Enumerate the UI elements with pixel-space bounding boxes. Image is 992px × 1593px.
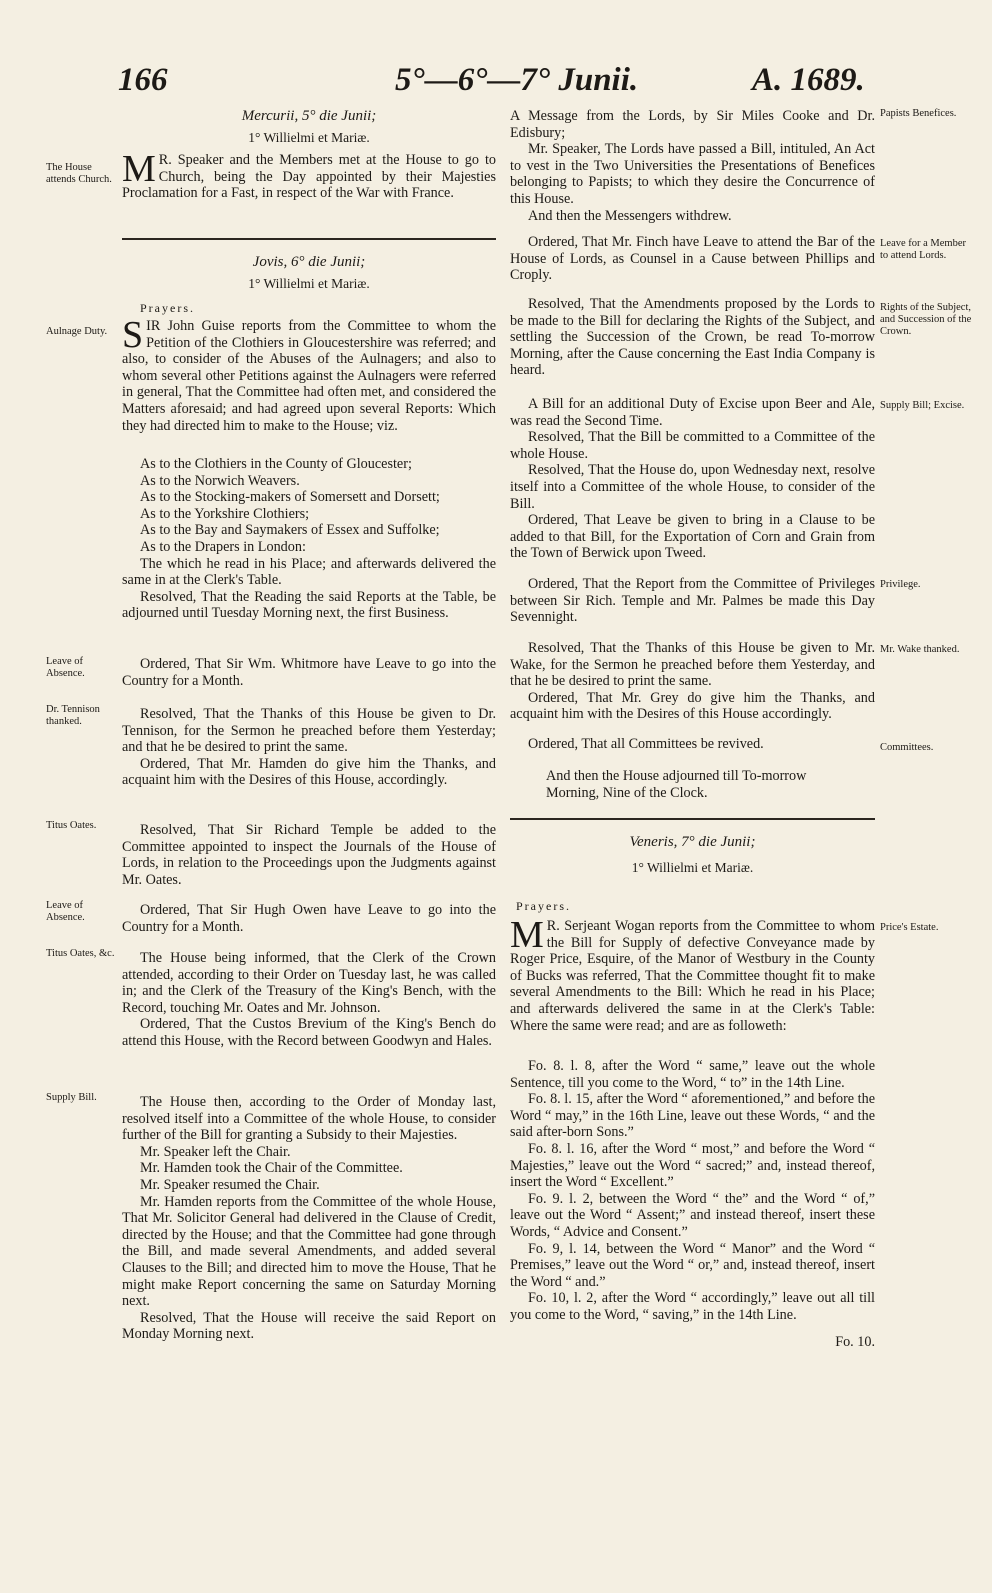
margin-note: Titus Oates. bbox=[46, 820, 97, 831]
paragraph: Resolved, That Sir Richard Temple be added to the Committee appointed to inspect the Journals of the House of Lords, in relation to the Proceedings upon the Judgments against Mr. Oates. bbox=[122, 822, 496, 888]
date-heading: Jovis, 6° die Junii; bbox=[252, 254, 366, 270]
section-divider bbox=[122, 238, 496, 240]
drop-cap: M bbox=[510, 914, 544, 956]
list-item: As to the Norwich Weavers. bbox=[140, 472, 300, 489]
margin-note: Supply Bill. bbox=[46, 1092, 97, 1103]
page-dates: 5°—6°—7° Junii. bbox=[395, 62, 639, 98]
date-heading: Veneris, 7° die Junii; bbox=[629, 834, 756, 850]
section-divider bbox=[510, 818, 875, 820]
paragraph: Ordered, That Mr. Finch have Leave to attend the Bar of the House of Lords, as Counsel in a Cause between Phillips and Croply. bbox=[510, 234, 875, 284]
margin-note: Supply Bill; Excise. bbox=[880, 400, 965, 411]
margin-note: Rights of the Subject, and Succession of the Crown. bbox=[880, 302, 972, 337]
prayers-heading: Prayers. bbox=[140, 301, 195, 315]
paragraph: Ordered, That all Committees be revived. bbox=[528, 736, 764, 752]
tennison-entry: Resolved, That the Thanks of this House be given to Dr. Tennison, for the Sermon he preached before them Yesterday; and that he be desired to print the same. Ordered, That Mr. Hamden do give him the Thanks, and acquaint him with the Desires of this House, accordingly. bbox=[122, 706, 496, 789]
reign-heading: 1° Willielmi et Mariæ. bbox=[248, 130, 370, 145]
margin-note: Titus Oates, &c. bbox=[46, 948, 115, 959]
list-item: Fo. 9, l. 14, between the Word “ Manor” and the Word “ Premises,” leave out the Word “ or,” and, instead thereof, insert the Word “ and.” bbox=[510, 1240, 875, 1290]
list-item: As to the Clothiers in the County of Gloucester; bbox=[140, 456, 412, 472]
aulnage-entry: S IR John Guise reports from the Committee to whom the Petition of the Clothiers in Gloucestershire was referred; and also, to consider of the Abuses of the Aulnagers; and also to whom several other Petitions against the Aulnagers were referred in general, That the Committee had often met, and considered the Matters aforesaid; and had agreed upon several Reports: Which they had directed him to make to the House; viz. bbox=[122, 314, 496, 434]
page-number: 166 bbox=[118, 62, 168, 98]
margin-note: Price's Estate. bbox=[880, 922, 939, 933]
margin-note: Aulnage Duty. bbox=[46, 326, 108, 337]
report-list bbox=[122, 456, 496, 622]
drop-cap: S bbox=[122, 314, 144, 356]
list-item: As to the Yorkshire Clothiers; bbox=[140, 505, 310, 522]
paragraph: Ordered, That Sir Wm. Whitmore have Leave to go into the Country for a Month. bbox=[122, 656, 496, 689]
list-item: Fo. 9. l. 2, between the Word “ the” and the Word “ of,” leave out the Word “ Assent;” and instead thereof, insert these Words, “ Advice and Consent.” bbox=[510, 1190, 875, 1240]
margin-note: Leave for a Member to attend Lords. bbox=[880, 238, 966, 261]
paragraph: The which he read in his Place; and afterwards delivered the same in at the Clerk's Table. bbox=[122, 555, 496, 589]
supply-entry: The House then, according to the Order of Monday last, resolved itself into a Committee of the whole House, to consider further of the Bill for granting a Subsidy to their Majesties. Mr. Speaker left the Chair. Mr. Hamden took the Chair of the Committee. Mr. Speaker resumed the Chair. Mr. Hamden reports from the Committee of the whole House, That Mr. Solicitor General had delivered in the Clause of Credit, directed by the House; and that the Committee had gone through the Bill, and made several Amendments, and added several Clauses to the Bill; and directed him to move the House, That he might make Report concerning the same on Saturday Morning next. Resolved, That the House will receive the said Report on Monday Morning next. bbox=[122, 1094, 496, 1343]
margin-note: Leave of Absence. bbox=[46, 656, 85, 679]
margin-note: Dr. Tennison thanked. bbox=[46, 704, 100, 727]
date-heading: Mercurii, 5° die Junii; bbox=[241, 108, 377, 124]
margin-note: The House attends Church. bbox=[46, 162, 112, 185]
excise-entry: A Bill for an additional Duty of Excise upon Beer and Ale, was read the Second Time. Resolved, That the Bill be committed to a Committee of the whole House. Resolved, That the House do, upon Wednesday next, resolve itself into a Committee of the whole House, to consider of the Bill. Ordered, That Leave be given to bring in a Clause to be added to that Bill, for the Exportation of Corn and Grain from the Town of Berwick upon Tweed. bbox=[510, 396, 875, 562]
adjournment: And then the House adjourned till To-morrow Morning, Nine of the Clock. bbox=[546, 768, 807, 801]
oates-entry: The House being informed, that the Clerk of the Crown attended, according to their Order on Tuesday last, he was called in; and the Clerk of the Treasury of the King's Bench, with the Record, touching Mr. Oates and Mr. Johnson. Ordered, That the Custos Brevium of the King's Bench do attend this House, with the Record between Goodwyn and Hales. bbox=[122, 950, 496, 1049]
list-item: Fo. 8. l. 15, after the Word “ aforementioned,” and before the Word “ may,” in the 16th Line, leave out these Words, “ and the said after-born Sons.” bbox=[510, 1091, 875, 1141]
reign-heading: 1° Willielmi et Mariæ. bbox=[248, 276, 370, 291]
paragraph: Resolved, That the Amendments proposed by the Lords to be made to the Bill for declaring the Rights of the Subject, and settling the Succession of the Crown, be read To-morrow Morning, after the Cause concerning the East India Company is heard. bbox=[510, 296, 875, 379]
margin-note: Privilege. bbox=[880, 579, 921, 590]
page-year: A. 1689. bbox=[752, 62, 865, 98]
margin-note: Committees. bbox=[880, 742, 934, 753]
margin-note: Leave of Absence. bbox=[46, 900, 85, 923]
catchword: Fo. 10. bbox=[835, 1334, 875, 1350]
paragraph: Ordered, That the Report from the Committee of Privileges between Sir Rich. Temple and Mr. Palmes be made this Day Sevennight. bbox=[510, 576, 875, 626]
fast-entry: M R. Speaker and the Members met at the House to go to Church, being the Day appointed by their Majesties Proclamation for a Fast, in respect of the War with France. bbox=[122, 148, 496, 202]
list-item: Fo. 10, l. 2, after the Word “ accordingly,” leave out all till you come to the Word, “ saving,” in the 14th Line. bbox=[510, 1290, 875, 1323]
wake-entry: Resolved, That the Thanks of this House be given to Mr. Wake, for the Sermon he preached before them Yesterday, and that he be desired to print the same. Ordered, That Mr. Grey do give him the Thanks, and acquaint him with the Desires of this House accordingly. bbox=[510, 640, 875, 723]
reign-heading: 1° Willielmi et Mariæ. bbox=[631, 860, 754, 875]
lords-message: A Message from the Lords, by Sir Miles Cooke and Dr. Edisbury; Mr. Speaker, The Lords have passed a Bill, intituled, An Act to vest in the Two Universities the Presentations of Benefices belonging to Papists; to which they desire the Concurrence of this House. And then the Messengers withdrew. bbox=[510, 108, 875, 224]
list-item: As to the Bay and Saymakers of Essex and Suffolke; bbox=[140, 522, 440, 539]
paragraph: Ordered, That Sir Hugh Owen have Leave to go into the Country for a Month. bbox=[122, 902, 496, 935]
margin-note: Mr. Wake thanked. bbox=[880, 644, 960, 655]
paragraph: Resolved, That the Reading the said Reports at the Table, be adjourned until Tuesday Morning next, the first Business. bbox=[122, 588, 496, 622]
margin-note: Papists Benefices. bbox=[880, 108, 957, 119]
amendment-list bbox=[510, 1058, 875, 1324]
prayers-heading: Prayers. bbox=[516, 899, 571, 913]
list-item: Fo. 8. l. 16, after the Word “ most,” and before the Word “ Majesties,” leave out the Word “ sacred;” and, instead thereof, insert the Word “ Excellent.” bbox=[510, 1140, 875, 1191]
price-entry: M R. Serjeant Wogan reports from the Committee to whom the Bill for Supply of defective Conveyance made by Roger Price, Esquire, of the Manor of Westbury in the County of Bucks was referred, That the Committee thought fit to make several Amendments to the Bill: Which he read in his Place; and afterwards delivered the same in at the Clerk's Table: Where the same were read; and are as followeth: bbox=[510, 914, 875, 1034]
list-item: As to the Drapers in London: bbox=[140, 538, 306, 555]
drop-cap: M bbox=[122, 148, 156, 190]
list-item: As to the Stocking-makers of Somersett and Dorsett; bbox=[140, 489, 440, 506]
list-item: Fo. 8. l. 8, after the Word “ same,” leave out the whole Sentence, till you come to the Word, “ to” in the 14th Line. bbox=[510, 1058, 875, 1091]
